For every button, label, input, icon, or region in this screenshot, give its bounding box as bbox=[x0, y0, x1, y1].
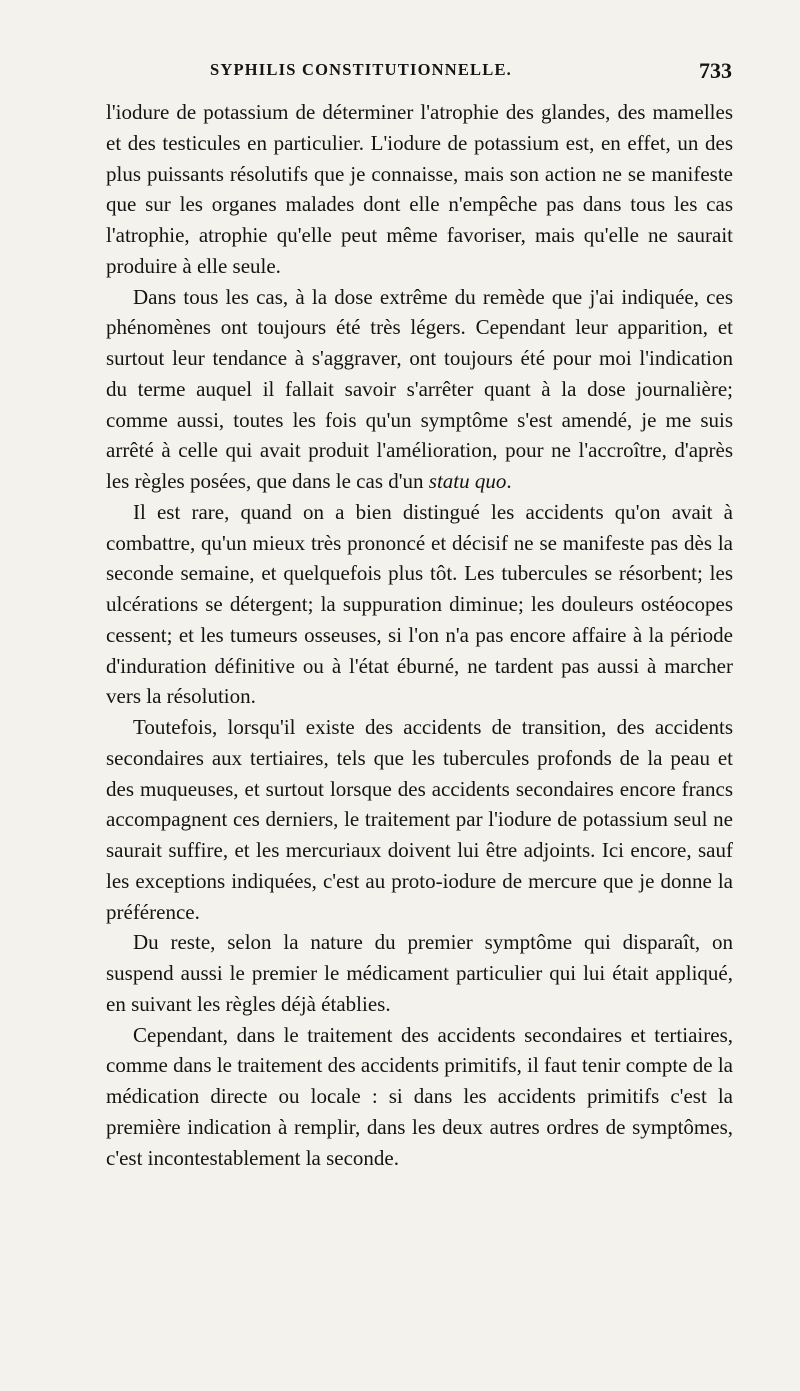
paragraph-6: Cependant, dans le traitement des accidents secondaires et tertiaires, comme dans le traitement des accidents primitifs, il faut tenir compte de la médication directe ou locale : si dans les accidents primitifs c'est la première indication à remplir, dans les deux autres ordres de symptômes, c'est incontestablement la seconde. bbox=[106, 1022, 733, 1170]
paragraph-5: Du reste, selon la nature du premier symptôme qui disparaît, on suspend aussi le premier le médicament particulier qui lui était appliqué, en suivant les règles déjà établies. bbox=[106, 930, 733, 1016]
paragraph-4: Toutefois, lorsqu'il existe des accidents de transition, des accidents secondaires aux tertiaires, tels que les tubercules profonds de la peau et des muqueuses, et surtout lorsque des accidents secondaires encore francs accompagnent ces derniers, le traitement par l'iodure de potassium seul ne saurait suffire, et les mercuriaux doivent lui être adjoints. Ici encore, sauf les exceptions indiquées, c'est au proto-iodure de mercure que je donne la préférence. bbox=[106, 715, 733, 924]
paragraph-2-end: . bbox=[506, 469, 512, 493]
paragraph-1: l'iodure de potassium de déterminer l'atrophie des glandes, des mamelles et des testicules en particulier. L'iodure de potassium est, en effet, un des plus puissants résolutifs que je connaisse, mais son action ne se manifeste que sur les organes malades dont elle n'empêche pas dans tous les cas l'atrophie, atrophie qu'elle peut même favoriser, mais qu'elle ne saurait produire à elle seule. bbox=[106, 100, 733, 278]
paragraph-2-text: Dans tous les cas, à la dose extrême du remède que j'ai indiquée, ces phénomènes ont toujours été très légers. Cependant leur apparition, et surtout leur tendance à s'aggraver, ont toujours été pour moi l'indication du terme auquel il fallait savoir s'arrêter quant à la dose journalière; comme aussi, toutes les fois qu'un symptôme s'est amendé, je me suis arrêté à celle qui avait produit l'amélioration, pour ne l'accroître, d'après les règles posées, que dans le cas d'un bbox=[106, 284, 733, 493]
paragraph-3: Il est rare, quand on a bien distingué les accidents qu'on avait à combattre, qu'un mieux très prononcé et décisif ne se manifeste pas dès la seconde semaine, et quelquefois plus tôt. Les tubercules se résorbent; les ulcérations se détergent; la suppuration diminue; les douleurs ostéocopes cessent; et les tumeurs osseuses, si l'on n'a pas encore affaire à la période d'induration définitive ou à l'état éburné, ne tardent pas aussi à marcher vers la résolution. bbox=[106, 499, 733, 709]
running-head bbox=[106, 60, 732, 86]
running-head-title: SYPHILIS CONSTITUTIONNELLE. bbox=[210, 60, 512, 79]
body-text bbox=[106, 97, 733, 1173]
paragraph-2-italic-term: statu quo bbox=[428, 469, 507, 493]
paragraph-2 bbox=[106, 282, 733, 497]
page-number: 733 bbox=[699, 58, 732, 83]
